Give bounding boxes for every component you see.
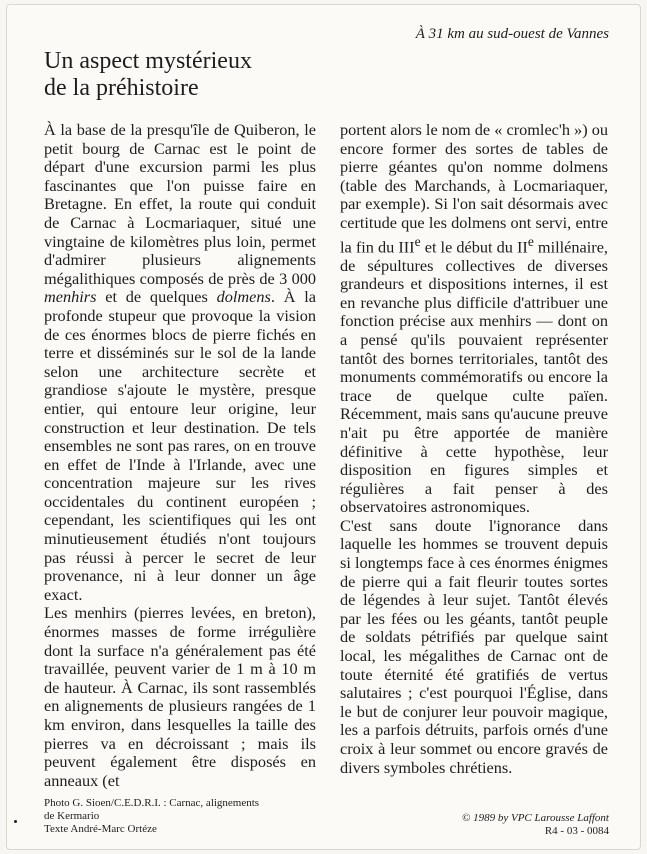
superscript: e: [527, 233, 534, 249]
italic-term-dolmens: dolmens: [216, 287, 271, 307]
margin-dot: [14, 820, 17, 823]
left-paragraph-1: [44, 121, 316, 604]
photo-credits: [44, 797, 344, 836]
text-run: À la base de la presqu'île de Quiberon, le petit bourg de Carnac est le point de départ d'une excursion parmi les plus fascinantes que l'on puisse faire en Bretagne. En effet, la route qui conduit de Carnac à Locmariaquer, situé une vingtaine de kilomètres plus loin, permet d'admirer plusieurs alignements mégalithiques composés de près de 3 000: [44, 120, 316, 288]
text-run: et de quelques: [105, 287, 208, 307]
text-credit: Texte André-Marc Ortéze: [44, 823, 157, 835]
title-line-2: de la préhistoire: [44, 75, 199, 101]
copyright-notice: © 1989 by VPC Larousse Laffont: [462, 812, 609, 824]
left-column: [44, 121, 316, 790]
title-line-1: Un aspect mystérieux: [44, 48, 252, 74]
photo-credit-line-1: Photo G. Sioen/C.E.D.R.I. : Carnac, alignements: [44, 797, 260, 809]
right-paragraph-1: [340, 121, 608, 517]
location-caption: À 31 km au sud-ouest de Vannes: [415, 26, 609, 42]
text-run: et le début du II: [420, 236, 528, 256]
page-title: [44, 48, 384, 102]
text-run: . À la profonde stupeur que provoque la vision de ces énormes blocs de pierre fichés en terre et disséminés sur le sol de la lande selon une architecture secrète et grandiose s'ajoute le mystère, presque entier, qui entoure leur origine, leur construction et leur destination. De tels ensembles ne sont pas rares, on en trouve en effet de l'Inde à l'Irlande, avec une concentration majeure sur les rives occidentales du continent européen ; cependant, les scientifiques qui les ont minutieusement étudiés n'ont toujours pas réussi à percer le secret de leur provenance, ni à leur donner un âge exact.: [44, 287, 316, 604]
right-paragraph-2: C'est sans doute l'ignorance dans laquelle les hommes se trouvent depuis si longtemps face à ces énormes énigmes de pierre qui a fait fleurir toutes sortes de légendes à leur sujet. Tantôt élevés par les fées ou les géants, tantôt peuple de soldats pétrifiés par quelque saint local, les mégalithes de Carnac ont de toute éternité été gratifiés de vertus salutaires ; c'est pourquoi l'Église, dans le but de conjurer leur pouvoir magique, les a parfois détruits, parfois ornés d'une croix à leur sommet ou encore gravés de divers symboles chrétiens.: [340, 515, 608, 777]
superscript: e: [414, 233, 421, 249]
card-code: R4 - 03 - 0084: [544, 825, 609, 837]
italic-term-menhirs: menhirs: [44, 287, 97, 307]
text-run: millénaire, de sépultures collectives de diverses grandeurs et dispositions internes, il est en revanche plus difficile d'attribuer une fonction précise aux menhirs — dont on a pensé qu'ils pouvaient représenter tantôt des bornes territoriales, tantôt des monuments commémoratifs ou encore la trace de quelque culte païen. Récemment, mais sans qu'aucune preuve n'ait pu être apportée de manière définitive à cette hypothèse, leur disposition en figures simples et régulières a fait penser à des observatoires astronomiques.: [340, 236, 609, 517]
text-run: portent alors le nom de « cromlec'h ») ou encore former des sortes de tables de pierre géantes qu'on nomme dolmens (table des Marchands, à Locmariaquer, par exemple). Si l'on sait désormais avec certitude que les dolmens ont servi, entre la fin du III: [340, 120, 608, 256]
photo-credit-line-2: de Kermario: [44, 810, 100, 822]
copyright-block: [462, 812, 609, 838]
right-column: [340, 121, 608, 777]
left-paragraph-2: Les menhirs (pierres levées, en breton), énormes masses de forme irrégulière dont la surface n'a généralement pas été travaillée, peuvent varier de 1 m à 10 m de hauteur. À Carnac, ils sont rassemblés en alignements de plusieurs rangées de 1 km environ, dans lesquelles la taille des pierres va en décroissant ; mais ils peuvent également être disposés en anneaux (et: [44, 603, 316, 790]
